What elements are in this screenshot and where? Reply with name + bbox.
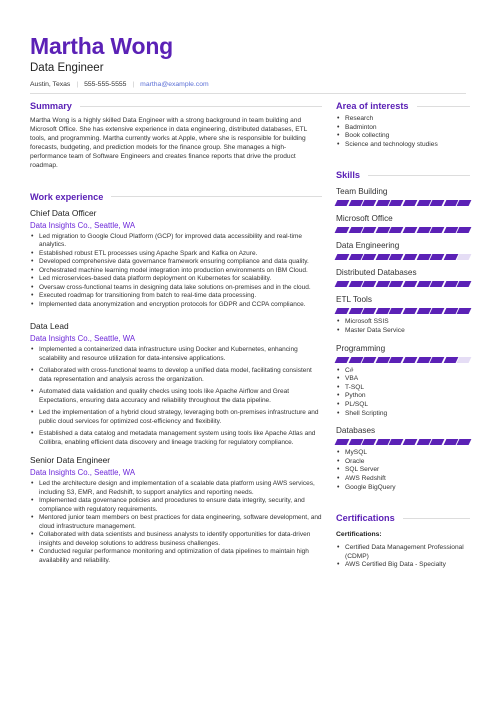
rating-segment — [430, 254, 444, 260]
list-item: • Master Data Service — [336, 327, 470, 336]
list-item: • Google BigQuery — [336, 484, 470, 493]
list-item: • Led the architecture design and implementation of a scalable data platform using AWS services, including S3, EMR, and Redshift, to support analytics and reporting needs. — [30, 480, 322, 497]
rating-segment — [389, 439, 403, 445]
job-company: Data Insights Co., Seattle, WA — [30, 220, 136, 230]
job-title: Chief Data Officer — [30, 207, 97, 218]
list-item: • Established robust ETL processes using Apache Spark and Kafka on Azure. — [30, 250, 322, 259]
rating-segment — [335, 357, 349, 363]
candidate-title: Data Engineer — [30, 62, 104, 74]
rating-segment — [443, 357, 457, 363]
contact-line — [30, 80, 470, 89]
list-item: • Automated data validation and quality checks using tools like Apache Airflow and Great Expectations, ensuring data accuracy and reliability throughout the data pipeline. — [30, 388, 322, 405]
list-item: • Implemented data governance policies and procedures to ensure data integrity, security, and compliance with regulatory requirements. — [30, 497, 322, 514]
list-item: • SQL Server — [336, 466, 470, 475]
rating-segment — [335, 200, 349, 206]
rating-segment — [430, 357, 444, 363]
skill-rating-bar — [336, 308, 470, 314]
rating-segment — [362, 227, 376, 233]
list-item: • Certified Data Management Professional (CDMP) — [336, 544, 470, 561]
job-bullets — [30, 346, 322, 447]
certifications-heading: Certifications — [336, 512, 470, 524]
skill-rating-bar — [336, 254, 470, 260]
list-item: • VBA — [336, 375, 470, 384]
job-entry — [30, 321, 322, 447]
list-item: • Led the implementation of a hybrid cloud strategy, leveraging both on-premises infrastructure and public cloud services for optimized cost-efficiency and flexibility. — [30, 409, 322, 426]
list-item: • Orchestrated machine learning model integration into production environments on IBM Cloud. — [30, 267, 322, 276]
rating-segment — [457, 227, 471, 233]
rating-segment — [362, 308, 376, 314]
rating-segment — [430, 308, 444, 314]
rating-segment — [362, 281, 376, 287]
job-company: Data Insights Co., Seattle, WA — [30, 334, 136, 344]
list-item: • Shell Scripting — [336, 410, 470, 419]
job-company: Data Insights Co., Seattle, WA — [30, 468, 136, 478]
list-item: • AWS Redshift — [336, 475, 470, 484]
skill-name: ETL Tools — [336, 295, 372, 305]
location: Austin, Texas — [30, 81, 71, 88]
rating-segment — [403, 281, 417, 287]
rating-segment — [335, 439, 349, 445]
rating-segment — [416, 357, 430, 363]
skill-rating-bar — [336, 439, 470, 445]
list-item: • Oracle — [336, 458, 470, 467]
skills-list — [336, 187, 470, 492]
rating-segment — [362, 357, 376, 363]
list-item: • Collaborated with cross-functional teams to develop a unified data model, facilitating consistent data representation and analysis across the organization. — [30, 367, 322, 384]
skill-name: Team Building — [336, 187, 388, 197]
rating-segment — [335, 227, 349, 233]
rating-segment — [335, 281, 349, 287]
interests-list — [336, 115, 470, 149]
job-title: Data Lead — [30, 321, 69, 332]
rating-segment — [416, 439, 430, 445]
skill-name: Distributed Databases — [336, 268, 417, 278]
resume-header — [30, 33, 470, 89]
header-divider — [30, 93, 466, 94]
list-item: • T-SQL — [336, 384, 470, 393]
skill-rating-bar — [336, 227, 470, 233]
list-item: • Oversaw cross-functional teams in designing data lake solutions on-premises and in the cloud. — [30, 284, 322, 293]
list-item: • AWS Certified Big Data - Specialty — [336, 561, 470, 570]
rating-segment — [430, 281, 444, 287]
rating-segment — [389, 254, 403, 260]
skill-subitems — [336, 318, 470, 335]
list-item: • Book collecting — [336, 132, 470, 141]
job-bullets — [30, 480, 322, 565]
list-item: • Developed comprehensive data governance framework ensuring compliance and data quality. — [30, 258, 322, 267]
summary-text: Martha Wong is a highly skilled Data Engineer with a strong background in team building and Microsoft Office. She has extensive experience in data engineering, distributed databases, ETL tools, and programming. Martha currently works at Apple, where she is responsible for building forecasts, budgeting, and prediction models for the finance group. She manages a high-performance team of Software Engineers and creates finance reports that drive the product roadmap. — [30, 117, 308, 170]
skill-rating-bar — [336, 281, 470, 287]
rating-segment — [457, 357, 471, 363]
rating-segment — [403, 227, 417, 233]
list-item: • Badminton — [336, 124, 470, 133]
rating-segment — [457, 200, 471, 206]
list-item: • Implemented a containerized data infrastructure using Docker and Kubernetes, enhancing scalability and resource utilization for data-intensive applications. — [30, 346, 322, 363]
right-column — [336, 100, 470, 570]
rating-segment — [362, 200, 376, 206]
left-column — [30, 100, 322, 565]
rating-segment — [457, 439, 471, 445]
rating-segment — [362, 254, 376, 260]
list-item: • Implemented data anonymization and encryption protocols for GDPR and CCPA compliance. — [30, 301, 322, 310]
list-item: • Python — [336, 392, 470, 401]
list-item: • Conducted regular performance monitoring and optimization of data pipelines to maintain high availability and reliability. — [30, 548, 322, 565]
email-link[interactable]: martha@example.com — [140, 81, 209, 88]
rating-segment — [403, 308, 417, 314]
rating-segment — [348, 357, 362, 363]
skill-rating-bar — [336, 357, 470, 363]
skill-subitems — [336, 367, 470, 419]
rating-segment — [430, 200, 444, 206]
certifications-subheading: Certifications: — [336, 531, 382, 539]
rating-segment — [403, 254, 417, 260]
list-item: • Science and technology studies — [336, 141, 470, 150]
rating-segment — [375, 357, 389, 363]
rating-segment — [457, 308, 471, 314]
skill-name: Microsoft Office — [336, 214, 393, 224]
experience-heading: Work experience — [30, 191, 322, 203]
rating-segment — [389, 357, 403, 363]
skill-subitems — [336, 449, 470, 492]
list-item: • Mentored junior team members on best practices for data engineering, software development, and cloud infrastructure management. — [30, 514, 322, 531]
summary-heading: Summary — [30, 100, 322, 112]
list-item: • PL/SQL — [336, 401, 470, 410]
contact-separator: | — [76, 81, 79, 88]
certifications-list — [336, 544, 470, 570]
rating-segment — [403, 357, 417, 363]
job-entry — [30, 455, 322, 565]
phone: 555-555-5555 — [84, 81, 127, 88]
list-item: • C# — [336, 367, 470, 376]
list-item: • Microsoft SSIS — [336, 318, 470, 327]
list-item: • Established a data catalog and metadata management system using tools like Apache Atlas and Collibra, enabling efficient data discovery and lineage tracking for regulatory compliance. — [30, 430, 322, 447]
skill-rating-bar — [336, 200, 470, 206]
rating-segment — [389, 200, 403, 206]
list-item: • MySQL — [336, 449, 470, 458]
rating-segment — [389, 227, 403, 233]
rating-segment — [348, 439, 362, 445]
contact-separator: | — [132, 81, 135, 88]
rating-segment — [389, 308, 403, 314]
list-item: • Collaborated with data scientists and business analysts to identify opportunities for data-driven insights and develop solutions to address business challenges. — [30, 531, 322, 548]
list-item: • Led migration to Google Cloud Platform (GCP) for improved data accessibility and real-time analytics. — [30, 233, 322, 250]
list-item: • Led microservices-based data platform deployment on Kubernetes for scalability. — [30, 275, 322, 284]
rating-segment — [457, 254, 471, 260]
rating-segment — [362, 439, 376, 445]
skills-heading: Skills — [336, 169, 470, 181]
rating-segment — [335, 254, 349, 260]
rating-segment — [457, 281, 471, 287]
job-entry — [30, 208, 322, 310]
candidate-name: Martha Wong — [30, 33, 174, 59]
rating-segment — [430, 227, 444, 233]
interests-heading: Area of interests — [336, 100, 470, 112]
job-title: Senior Data Engineer — [30, 455, 111, 466]
skill-name: Data Engineering — [336, 241, 400, 251]
list-item: • Executed roadmap for transitioning from batch to real-time data processing. — [30, 292, 322, 301]
rating-segment — [389, 281, 403, 287]
rating-segment — [403, 200, 417, 206]
job-bullets — [30, 233, 322, 310]
rating-segment — [403, 439, 417, 445]
list-item: • Research — [336, 115, 470, 124]
rating-segment — [430, 439, 444, 445]
rating-segment — [335, 308, 349, 314]
skill-name: Programming — [336, 343, 386, 353]
skill-name: Databases — [336, 426, 376, 436]
